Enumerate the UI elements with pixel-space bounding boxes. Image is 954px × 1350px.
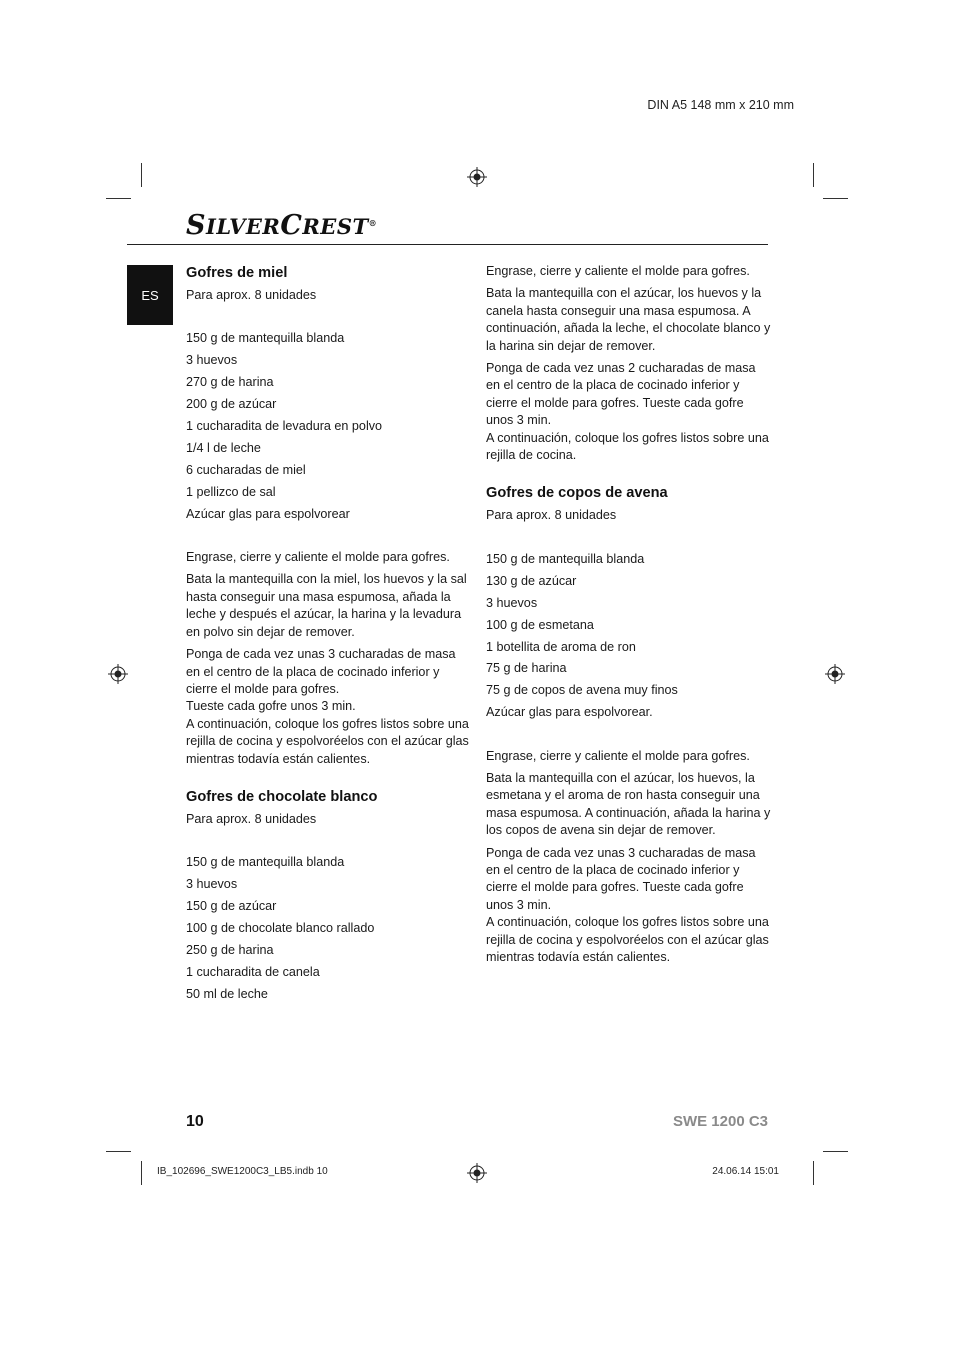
ingredient: 270 g de harina — [186, 375, 274, 390]
ingredient: Azúcar glas para espolvorear — [186, 506, 350, 521]
ingredient: 150 g de mantequilla blanda — [186, 331, 345, 346]
ingredient: Azúcar glas para espolvorear. — [486, 705, 653, 720]
ingredient: 50 ml de leche — [186, 986, 268, 1001]
instruction-step: Bata la mantequilla con el azúcar, los huevos y la canela hasta conseguir una masa espumosa. A continuación, añada la leche, el chocolate blanco y la harina sin dejar de remover. — [486, 286, 771, 353]
ingredient: 3 huevos — [186, 353, 238, 368]
ingredient: 150 g de mantequilla blanda — [486, 551, 645, 566]
header-divider — [127, 244, 768, 245]
instruction-step: Engrase, cierre y caliente el molde para gofres. — [486, 748, 750, 763]
crop-mark — [823, 1151, 848, 1152]
ingredient: 1 cucharadita de levadura en polvo — [186, 419, 383, 434]
ingredient-list — [186, 854, 471, 1003]
instruction-step: A continuación, coloque los gofres listos sobre una rejilla de cocina. — [486, 430, 769, 463]
ingredient: 250 g de harina — [186, 942, 274, 957]
instruction-step: A continuación, coloque los gofres listos sobre una rejilla de cocina y espolvoréelos con el azúcar glas mientras todavía están calientes. — [486, 915, 769, 965]
ingredient: 100 g de chocolate blanco rallado — [186, 921, 375, 936]
ingredient: 1/4 l de leche — [186, 440, 261, 455]
instruction-step: Ponga de cada vez unas 2 cucharadas de masa en el centro de la placa de cocinado inferior y cierre el molde para gofres. Tueste cada gofre unos 3 min. — [486, 361, 756, 428]
print-slug-date: 24.06.14 15:01 — [712, 1166, 779, 1177]
crop-mark — [813, 163, 814, 187]
registration-mark-icon — [108, 664, 128, 684]
instruction-step: Bata la mantequilla con el azúcar, los huevos, la esmetana y el aroma de ron hasta conseguir una masa espumosa. A continuación, añada la harina y los copos de avena sin dejar de remover. — [486, 771, 771, 838]
ingredient: 150 g de azúcar — [186, 899, 277, 914]
left-column — [186, 264, 471, 1008]
section-title: Gofres de copos de avena — [486, 485, 668, 502]
registration-mark-icon — [467, 167, 487, 187]
ingredient: 75 g de harina — [486, 661, 567, 676]
crop-mark — [141, 1161, 142, 1185]
language-tab: ES — [127, 265, 173, 325]
instruction-step: Bata la mantequilla con la miel, los huevos y la sal hasta conseguir una masa espumosa, añada la leche y después el azúcar, la harina y la levadura en polvo sin dejar de remover. — [186, 572, 467, 639]
section-subtitle: Para aprox. 8 unidades — [486, 508, 617, 523]
ingredient: 130 g de azúcar — [486, 573, 577, 588]
instruction-step: A continuación, coloque los gofres listos sobre una rejilla de cocina y espolvoréelos con el azúcar glas mientras todavía están calientes. — [186, 716, 469, 766]
ingredient: 3 huevos — [486, 595, 538, 610]
ingredient: 1 botellita de aroma de ron — [486, 639, 636, 654]
registration-mark-icon — [467, 1163, 487, 1183]
section-subtitle: Para aprox. 8 unidades — [186, 288, 317, 302]
registration-mark-icon — [825, 664, 845, 684]
ingredient: 1 cucharadita de canela — [186, 964, 320, 979]
instruction-step: Ponga de cada vez unas 3 cucharadas de masa en el centro de la placa de cocinado inferior y cierre el molde para gofres. Tueste cada gofre unos 3 min. — [486, 845, 756, 912]
ingredient: 3 huevos — [186, 877, 238, 892]
model-number: SWE 1200 C3 — [672, 1113, 768, 1130]
ingredient-list — [486, 551, 771, 722]
instruction-step: Engrase, cierre y caliente el molde para gofres. — [486, 264, 750, 278]
crop-mark — [823, 198, 848, 199]
ingredient: 150 g de mantequilla blanda — [186, 855, 345, 870]
right-column — [486, 263, 771, 967]
brand-logo: SILVERCREST® — [186, 210, 378, 241]
crop-mark — [813, 1161, 814, 1185]
page-number: 10 — [186, 1113, 204, 1130]
instruction-step: Tueste cada gofre unos 3 min. — [186, 699, 356, 714]
ingredient: 1 pellizco de sal — [186, 484, 276, 499]
instruction-step: Engrase, cierre y caliente el molde para gofres. — [186, 550, 450, 565]
print-slug-file: IB_102696_SWE1200C3_LB5.indb 10 — [157, 1166, 328, 1177]
section-title: Gofres de miel — [186, 265, 288, 281]
section-subtitle: Para aprox. 8 unidades — [186, 811, 317, 826]
ingredient: 6 cucharadas de miel — [186, 462, 306, 477]
crop-mark — [106, 1151, 131, 1152]
crop-mark — [141, 163, 142, 187]
instruction-step: Ponga de cada vez unas 3 cucharadas de masa en el centro de la placa de cocinado inferior y cierre el molde para gofres. — [186, 647, 456, 696]
ingredient: 75 g de copos de avena muy finos — [486, 683, 678, 698]
section-title: Gofres de chocolate blanco — [186, 788, 378, 805]
crop-mark — [106, 198, 131, 199]
ingredient-list — [186, 330, 471, 523]
din-format-label: DIN A5 148 mm x 210 mm — [647, 98, 794, 112]
ingredient: 100 g de esmetana — [486, 617, 594, 632]
ingredient: 200 g de azúcar — [186, 397, 277, 412]
